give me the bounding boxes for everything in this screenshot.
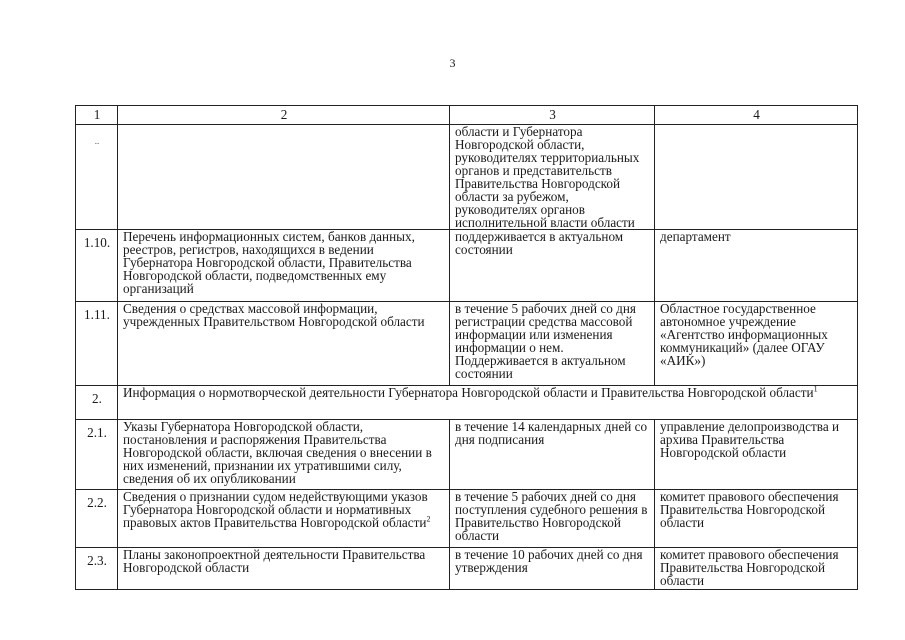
row-responsible [655,125,858,230]
table-row [76,420,858,490]
section-title-text: Информация о нормотворческой деятельности Губернатора Новгородской области и Правительства Новгородской области [123,385,814,400]
row-term: в течение 14 календарных дней со дня подписания [450,420,655,490]
row-number: 1.11. [76,302,118,386]
row-responsible: комитет правового обеспечения Правительства Новгородской области [655,548,858,590]
row-number: .. [76,125,118,230]
section-title [118,386,858,420]
table-row [76,230,858,302]
row-responsible: управление делопроизводства и архива Правительства Новгородской области [655,420,858,490]
header-col-2: 2 [118,106,450,125]
row-info-text: Сведения о признании судом недействующими указов Губернатора Новгородской области и нормативных правовых актов Правительства Новгородской области [123,489,428,530]
table-row [76,125,858,230]
row-info: Указы Губернатора Новгородской области, постановления и распоряжения Правительства Новгородской области, включая сведения о внесении в них изменений, признании их утратившими силу, сведения об их опубликовании [118,420,450,490]
section-row [76,386,858,420]
header-col-1: 1 [76,106,118,125]
header-col-4: 4 [655,106,858,125]
table-header-row [76,106,858,125]
section-number: 2. [76,386,118,420]
row-term: области и Губернатора Новгородской области, руководителях территориальных органов и представительств Правительства Новгородской области за рубежом, руководителях органов исполнительной власти области [450,125,655,230]
row-term: поддерживается в актуальном состоянии [450,230,655,302]
row-responsible: департамент [655,230,858,302]
row-info [118,125,450,230]
row-term: в течение 5 рабочих дней со дня регистрации средства массовой информации или изменения информации о нем. Поддерживается в актуальном состоянии [450,302,655,386]
row-responsible: Областное государственное автономное учреждение «Агентство информационных коммуникаций» (далее ОГАУ «АИК») [655,302,858,386]
row-info [118,490,450,548]
table-row [76,548,858,590]
row-term: в течение 5 рабочих дней со дня поступления судебного решения в Правительство Новгородской области [450,490,655,548]
row-number: 2.1. [76,420,118,490]
row-info: Планы законопроектной деятельности Правительства Новгородской области [118,548,450,590]
row-info: Сведения о средствах массовой информации, учрежденных Правительством Новгородской области [118,302,450,386]
row-responsible: комитет правового обеспечения Правительства Новгородской области [655,490,858,548]
row-number: 2.2. [76,490,118,548]
header-col-3: 3 [450,106,655,125]
row-number: 1.10. [76,230,118,302]
row-info: Перечень информационных систем, банков данных, реестров, регистров, находящихся в ведении Губернатора Новгородской области, Правительства Новгородской области, подведомственных ему организаций [118,230,450,302]
row-number: 2.3. [76,548,118,590]
table-row [76,490,858,548]
row-term: в течение 10 рабочих дней со дня утверждения [450,548,655,590]
footnote-marker: 1 [813,384,818,394]
table-row [76,302,858,386]
page-number: 3 [449,56,456,70]
information-table [75,105,858,590]
footnote-marker: 2 [426,514,431,524]
